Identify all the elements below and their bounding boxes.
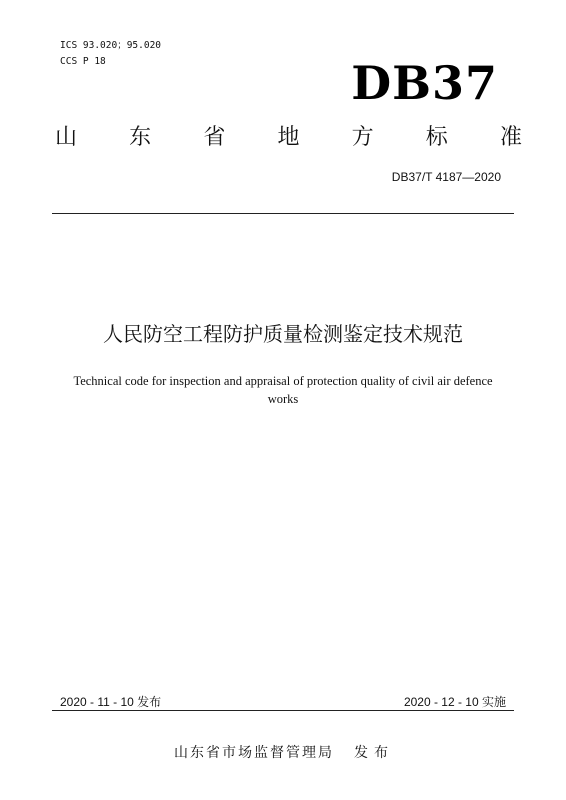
issuer-action: 发布 — [354, 745, 394, 761]
standard-type-char: 东 — [129, 125, 152, 150]
issuer — [174, 742, 394, 762]
title-english-line: works — [267, 392, 299, 406]
ics-code: ICS 93.020；95.020 — [60, 40, 162, 51]
standard-type-char: 地 — [277, 125, 300, 150]
standard-type-char: 标 — [425, 125, 448, 150]
bottom-divider — [52, 710, 514, 711]
ccs-code: CCS P 18 — [60, 56, 106, 67]
title-english-line: Technical code for inspection and appraisal of protection quality of civil air defence — [73, 374, 493, 388]
top-divider — [52, 213, 514, 214]
classification-codes — [60, 38, 161, 70]
standard-mark: DB37 — [351, 56, 498, 110]
standard-type-char: 省 — [203, 125, 226, 150]
title-english — [40, 372, 526, 408]
standard-type-char: 山 — [55, 125, 78, 150]
issuer-organization: 山东省市场监督管理局 — [174, 745, 334, 761]
standard-type-char: 方 — [351, 125, 374, 150]
standard-type — [55, 120, 522, 151]
publish-date: 2020 - 11 - 10 发布 — [60, 695, 162, 709]
standard-number: DB37/T 4187—2020 — [391, 170, 501, 184]
title-chinese: 人民防空工程防护质量检测鉴定技术规范 — [103, 322, 463, 346]
implementation-date: 2020 - 12 - 10 实施 — [403, 695, 506, 709]
standard-type-char: 准 — [499, 125, 522, 150]
